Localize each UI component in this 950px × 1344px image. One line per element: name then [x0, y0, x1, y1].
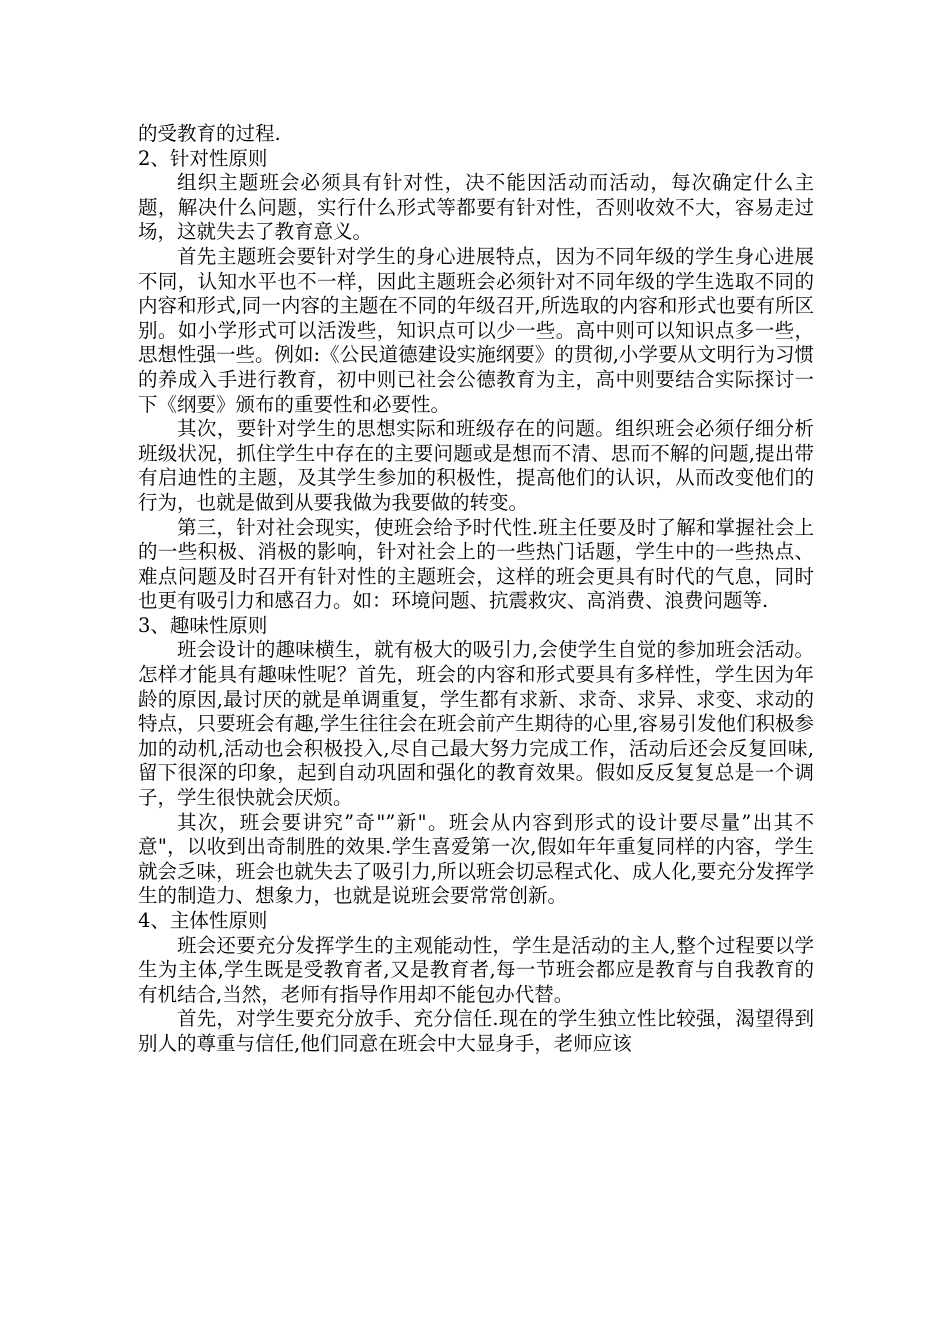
paragraph: 的受教育的过程. — [138, 122, 281, 145]
paragraph: 班会设计的趣味横生，就有极大的吸引力,会使学生自觉的参加班会活动。怎样才能具有趣味性呢？首先，班会的内容和形式要具有多样性，学生因为年龄的原因,最讨厌的就是单调重复，学生都有求新、求奇、求异、求变、求动的特点，只要班会有趣,学生往往会在班会前产生期待的心里,容易引发他们积极参加的动机,活动也会积极投入,尽自己最大努力完成工作，活动后还会反复回味,留下很深的印象，起到自动巩固和强化的教育效果。假如反反复复总是一个调子，学生很快就会厌烦。 — [138, 638, 814, 810]
paragraph: 其次，要针对学生的思想实际和班级存在的问题。组织班会必须仔细分析班级状况，抓住学生中存在的主要问题或是想而不清、思而不解的问题,提出带有启迪性的主题，及其学生参加的积极性，提高他们的认识，从而改变他们的行为，也就是做到从要我做为我要做的转变。 — [138, 417, 814, 514]
paragraph: 第三，针对社会现实，使班会给予时代性.班主任要及时了解和掌握社会上的一些积极、消极的影响，针对社会上的一些热门话题，学生中的一些热点、难点问题及时召开有针对性的主题班会，这样的班会更具有时代的气息，同时也更有吸引力和感召力。如：环境问题、抗震救灾、高消费、浪费问题等. — [138, 515, 814, 613]
paragraph: 首先，对学生要充分放手、充分信任.现在的学生独立性比较强，渴望得到别人的尊重与信任,他们同意在班会中大显身手，老师应该 — [138, 1007, 814, 1055]
document-body — [138, 122, 814, 1057]
paragraph: 其次，班会要讲究”奇"”新"。班会从内容到形式的设计要尽量”出其不意"，以收到出奇制胜的效果.学生喜爱第一次,假如年年重复同样的内容，学生就会乏味，班会也就失去了吸引力,所以班会切忌程式化、成人化,要充分发挥学生的制造力、想象力，也就是说班会要常常创新。 — [138, 810, 814, 908]
section-heading: 4、主体性原则 — [138, 909, 268, 932]
paragraph: 组织主题班会必须具有针对性，决不能因活动而活动，每次确定什么主题，解决什么问题，实行什么形式等都要有针对性，否则收效不大，容易走过场，这就失去了教育意义。 — [138, 171, 814, 244]
section-heading: 2、针对性原则 — [138, 146, 268, 170]
paragraph: 班会还要充分发挥学生的主观能动性，学生是活动的主人,整个过程要以学生为主体,学生既是受教育者,又是教育者,每一节班会都应是教育与自我教育的有机结合,当然，老师有指导作用却不能包办代替。 — [138, 933, 814, 1006]
paragraph: 首先主题班会要针对学生的身心进展特点，因为不同年级的学生身心进展不同，认知水平也不一样，因此主题班会必须针对不同年级的学生选取不同的内容和形式,同一内容的主题在不同的年级召开,所选取的内容和形式也要有所区别。如小学形式可以活泼些，知识点可以少一些。高中则可以知识点多一些，思想性强一些。例如:《公民道德建设实施纲要》的贯彻,小学要从文明行为习惯的养成入手进行教育，初中则已社会公德教育为主，高中则要结合实际探讨一下《纲要》颁布的重要性和必要性。 — [138, 244, 814, 416]
section-heading: 3、趣味性原则 — [138, 613, 268, 637]
